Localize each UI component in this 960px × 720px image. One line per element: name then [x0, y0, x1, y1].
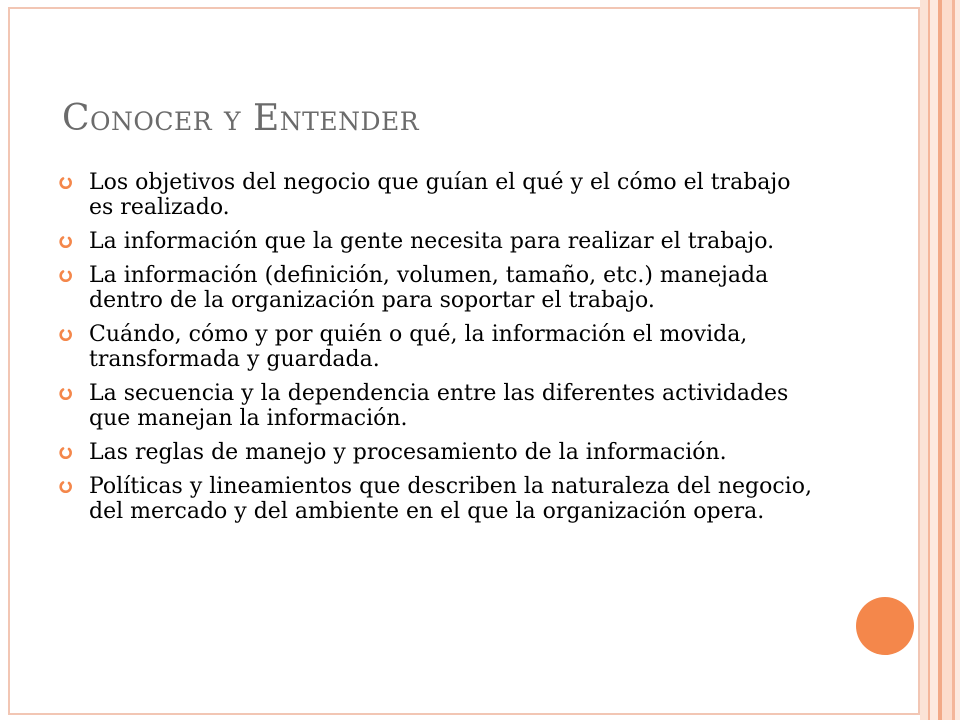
- ring-bullet-icon: [58, 386, 73, 401]
- bullet-text: Políticas y lineamientos que describen la naturaleza del negocio, del mercado y del ambiente en el que la organización opera.: [89, 474, 812, 524]
- bullet-list: [58, 170, 818, 533]
- bullet-text: La información que la gente necesita para realizar el trabajo.: [89, 229, 775, 254]
- bullet-text: La información (definición, volumen, tamaño, etc.) manejada dentro de la organización para soportar el trabajo.: [89, 263, 769, 313]
- ring-bullet-icon: [58, 268, 73, 283]
- decorative-stripe: [955, 0, 960, 720]
- bullet-text: Las reglas de manejo y procesamiento de la información.: [89, 440, 727, 465]
- bullet-text: Los objetivos del negocio que guían el qué y el cómo el trabajo es realizado.: [89, 170, 791, 220]
- bullet-text: Cuándo, cómo y por quién o qué, la información el movida, transformada y guardada.: [89, 322, 748, 372]
- decorative-stripe: [942, 0, 952, 720]
- ring-bullet-icon: [58, 175, 73, 190]
- ring-bullet-icon: [58, 234, 73, 249]
- ring-bullet-icon: [58, 327, 73, 342]
- ring-bullet-icon: [58, 445, 73, 460]
- bullet-item: [58, 440, 818, 465]
- bullet-text: La secuencia y la dependencia entre las diferentes actividades que manejan la información.: [89, 381, 789, 431]
- bullet-item: [58, 229, 818, 254]
- ring-bullet-icon: [58, 479, 73, 494]
- accent-circle: [856, 597, 914, 655]
- slide-title: Conocer y Entender: [62, 98, 420, 139]
- bullet-item: [58, 170, 818, 220]
- bullet-item: [58, 322, 818, 372]
- bullet-item: [58, 474, 818, 524]
- decorative-stripe: [930, 0, 938, 720]
- bullet-item: [58, 381, 818, 431]
- decorative-stripe: [920, 0, 928, 720]
- bullet-item: [58, 263, 818, 313]
